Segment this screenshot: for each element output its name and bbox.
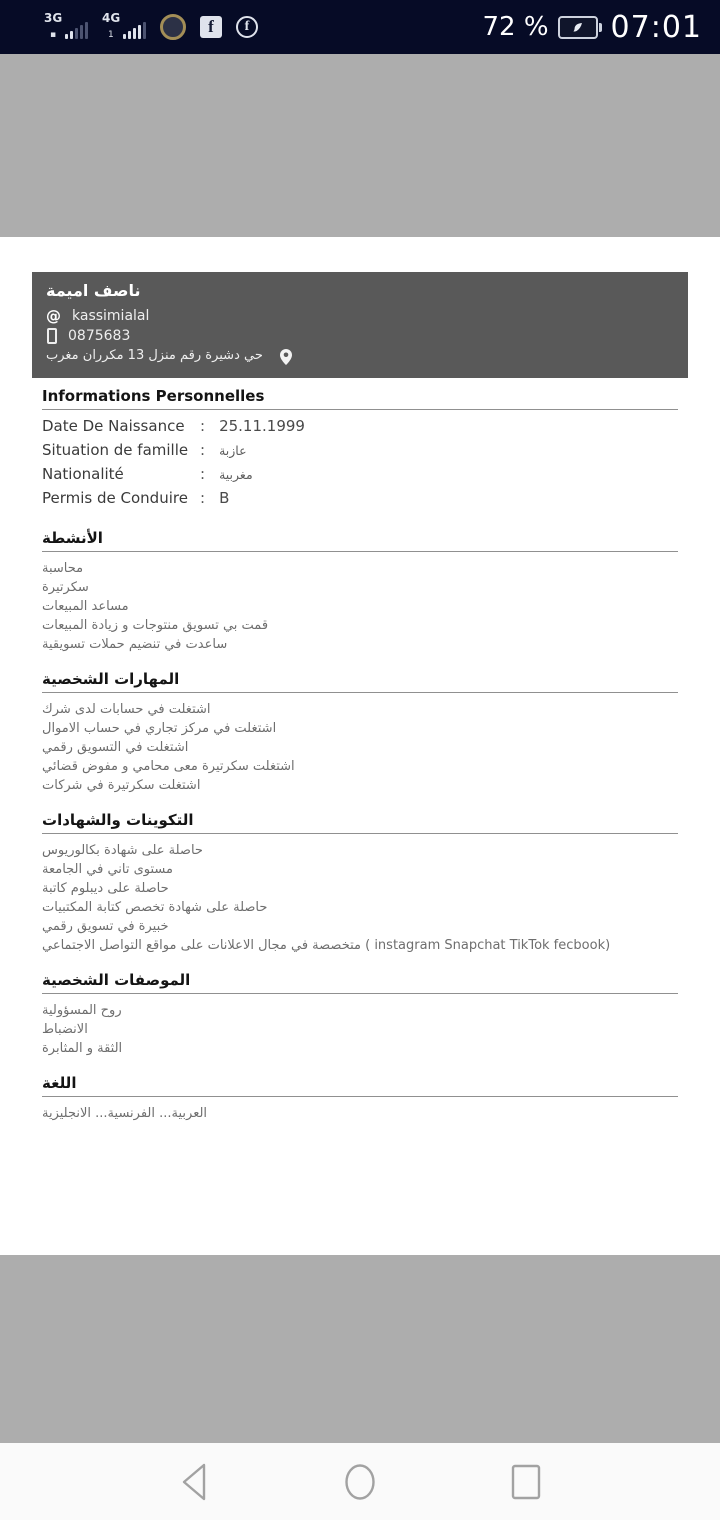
battery-icon: [558, 16, 602, 39]
list-item: اشتغلت سكرتيرة معى محامي و مفوض قضائي: [42, 759, 295, 774]
signal-3g-bars: [65, 22, 88, 39]
signal-3g-icon: [44, 12, 88, 42]
list-item: اشتغلت في حسابات لدى شرك: [42, 702, 211, 717]
android-nav-bar: [0, 1443, 720, 1520]
cv-phone: 0875683: [68, 328, 131, 344]
list-item: اشتغلت في مركز تجاري في حساب الاموال: [42, 721, 277, 736]
list-item: الانضباط: [42, 1022, 88, 1037]
section-qualites-personnelles: [42, 971, 678, 1058]
app-notification-icon: [160, 14, 186, 40]
section-title: Informations Personnelles: [42, 387, 265, 405]
info-row: [42, 417, 678, 441]
info-label: Nationalité: [42, 465, 124, 483]
nav-recents-button[interactable]: [504, 1460, 548, 1504]
facebook-square-icon: f: [200, 16, 222, 38]
list-item: حاصلة على شهادة بكالوريوس: [42, 843, 203, 858]
section-rule: [42, 833, 678, 834]
back-triangle-icon: [179, 1462, 209, 1502]
info-value: عازبة: [219, 443, 247, 458]
section-title: اللغة: [42, 1074, 77, 1092]
list-item: حاصلة على شهادة تخصص كتابة المكتبيات: [42, 900, 268, 915]
cv-address: حي دشيرة رقم منزل 13 مكرران مغرب: [46, 347, 263, 363]
list-item: اشتغلت في التسويق رقمي: [42, 740, 189, 755]
info-colon: :: [200, 489, 206, 507]
section-rule: [42, 409, 678, 410]
facebook-circle-icon: f: [236, 16, 258, 38]
list-item: ساعدت في تنضيم حملات تسويقية: [42, 637, 228, 652]
battery-percent: 72 %: [482, 12, 549, 42]
document-backdrop-bottom: [0, 1255, 720, 1443]
signal-4g-bars: [123, 22, 146, 39]
nav-back-button[interactable]: [172, 1460, 216, 1504]
network-4g-label: 4G: [102, 11, 121, 25]
section-competences-personnelles: [42, 670, 678, 795]
list-item: روح المسؤولية: [42, 1003, 122, 1018]
list-item: قمت بي تسويق منتوجات و زيادة المبيعات: [42, 618, 269, 633]
section-rule: [42, 551, 678, 552]
info-row: [42, 489, 678, 513]
at-icon: @: [46, 307, 61, 325]
list-item: حاصلة على ديبلوم كاتبة: [42, 881, 169, 896]
status-bar: [0, 0, 720, 54]
phone-icon: [47, 328, 57, 344]
leaf-icon: [571, 21, 584, 34]
section-rule: [42, 993, 678, 994]
section-informations-personnelles: [42, 387, 678, 513]
list-item: سكرتيرة: [42, 580, 89, 595]
clock: 07:01: [610, 9, 702, 45]
info-colon: :: [200, 417, 206, 435]
list-item: العربية... الفرنسية... الانجليزية: [42, 1106, 208, 1121]
section-title: التكوينات والشهادات: [42, 811, 194, 829]
info-label: Situation de famille: [42, 441, 189, 459]
signal-3g-submark: ▪: [50, 30, 57, 40]
home-circle-icon: [344, 1462, 376, 1502]
section-activites: [42, 529, 678, 654]
list-item: الثقة و المثابرة: [42, 1041, 123, 1056]
cv-sections: [0, 387, 720, 1123]
section-title: الأنشطة: [42, 529, 103, 547]
list-item: مساعد المبيعات: [42, 599, 129, 614]
section-rule: [42, 692, 678, 693]
info-row: [42, 465, 678, 489]
network-3g-label: 3G: [44, 11, 63, 25]
signal-4g-submark: 1: [108, 30, 114, 40]
info-value: 25.11.1999: [219, 417, 305, 435]
cv-name: ناصف اميمة: [46, 281, 141, 300]
nav-home-button[interactable]: [338, 1460, 382, 1504]
section-formations-certificats: [42, 811, 678, 955]
list-item: مستوى تاني في الجامعة: [42, 862, 173, 877]
info-value: مغربية: [219, 467, 253, 482]
section-title: الموصفات الشخصية: [42, 971, 191, 989]
info-label: Permis de Conduire: [42, 489, 188, 507]
info-colon: :: [200, 441, 206, 459]
section-rule: [42, 1096, 678, 1097]
info-colon: :: [200, 465, 206, 483]
document-backdrop-top: [0, 54, 720, 237]
info-value: B: [219, 489, 230, 507]
recents-square-icon: [510, 1462, 542, 1502]
location-pin-icon: [280, 349, 292, 365]
info-row: [42, 441, 678, 465]
cv-document-page: [0, 237, 720, 1255]
list-item: متخصصة في مجال الاعلانات على مواقع التواصل الاجتماعي ( instagram Snapchat TikTok fecbook): [42, 938, 611, 953]
section-title: المهارات الشخصية: [42, 670, 180, 688]
signal-4g-icon: [102, 12, 146, 42]
list-item: اشتغلت سكرتيرة في شركات: [42, 778, 201, 793]
list-item: خبيرة في تسويق رقمي: [42, 919, 169, 934]
cv-username: kassimialal: [72, 308, 150, 324]
cv-header-card: [32, 272, 688, 378]
section-langues: [42, 1074, 678, 1123]
list-item: محاسبة: [42, 561, 84, 576]
info-label: Date De Naissance: [42, 417, 185, 435]
